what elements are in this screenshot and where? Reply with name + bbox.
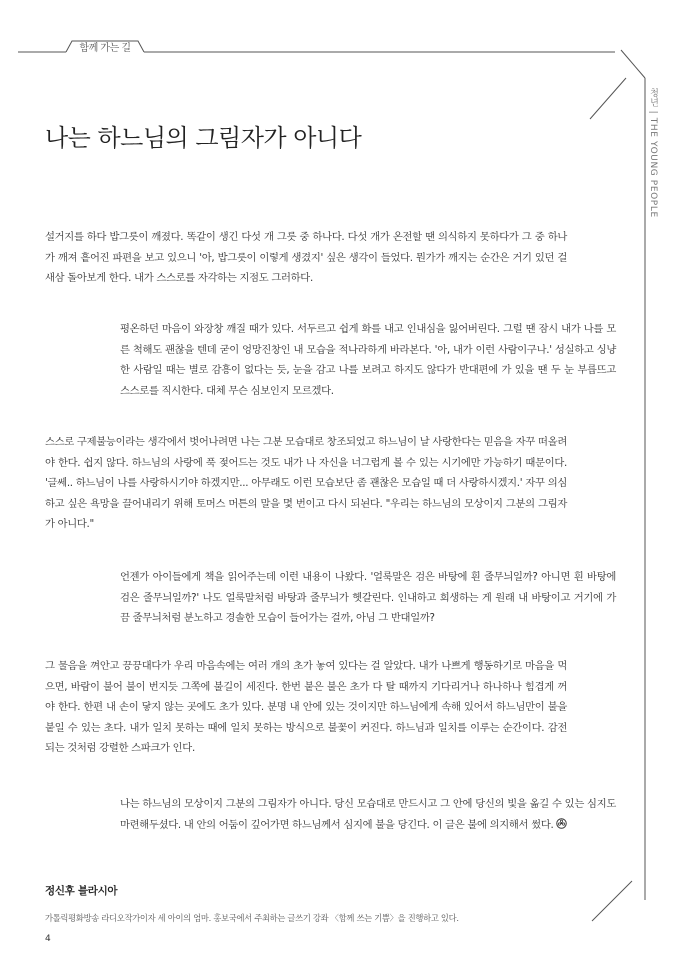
paragraph-3: 스스로 구제불능이라는 생각에서 벗어나려면 나는 그분 모습대로 창조되었고 하느님이 날 사랑한다는 믿음을 자꾸 떠올려야 한다. 쉽지 않다. 하느님의 사랑에 푹 젖어드는 것도 내가 나 자신을 너그럽게 볼 수 있는 시기에만 가능하기 때문이다. '글쎄.. 하느님이 나를 사랑하시기야 하겠지만... 아무래도 이런 모습보단 좀 괜찮은 모습일 때 더 사랑하시겠지.' 자꾸 의심하고 싶은 욕망을 끌어내리기 위해 토머스 머튼의 말을 몇 번이고 다시 되뇐다. "우리는 하느님의 모상이지 그분의 그림자가 아니다."	[45, 436, 567, 531]
author-bio: 가톨릭평화방송 라디오작가이자 세 아이의 엄마. 홍보국에서 주최하는 글쓰기 강좌 〈함께 쓰는 기쁨〉을 진행하고 있다.	[45, 913, 459, 923]
paragraph-6-indented	[120, 794, 616, 835]
paragraph-1: 설거지를 하다 밥그릇이 깨졌다. 똑같이 생긴 다섯 개 그릇 중 하나다. 다섯 개가 온전할 땐 의식하지 못하다가 그 중 하나가 깨져 흩어진 파편을 보고 있으니 '아, 밥그릇이 이렇게 생겼지' 싶은 생각이 들었다. 뭔가가 깨지는 순간은 거기 있던 걸 새삼 돌아보게 한다. 내가 스스로를 자각하는 지점도 그러하다.	[45, 231, 567, 285]
author-name: 정신후 블라시아	[45, 885, 118, 897]
corner-diagonal-bottom	[592, 881, 632, 921]
paragraph-6-text: 나는 하느님의 모상이지 그분의 그림자가 아니다. 당신 모습대로 만드시고 그 안에 당신의 빛을 옮길 수 있는 심지도 마련해두셨다. 내 안의 어둠이 깊어가면 하느님께서 심지에 불을 당긴다. 이 글은 불에 의지해서 썼다.	[120, 798, 616, 831]
section-label: 함께 가는 길	[79, 43, 131, 54]
paragraph-2-indented: 평온하던 마음이 와장창 깨질 때가 있다. 서두르고 쉽게 화를 내고 인내심을 잃어버린다. 그럴 땐 잠시 내가 나를 모른 척해도 괜찮을 텐데 굳이 엉망진창인 내 모습을 적나라하게 바라본다. '아, 내가 이런 사람이구나.' 성실하고 싱냥한 사람일 때는 별로 감흥이 없다는 듯, 눈을 감고 나를 보려고 하지도 않다가 반대편에 가 있을 땐 두 눈 부릅뜨고 스스로를 직시한다. 대체 무슨 심보인지 모르겠다.	[120, 323, 616, 397]
title-diagonal	[590, 78, 626, 119]
paragraph-5: 그 물음을 껴안고 끙끙대다가 우리 마음속에는 여러 개의 초가 놓여 있다는 걸 알았다. 내가 나쁘게 행동하기로 마음을 먹으면, 바람이 불어 불이 번지듯 그쪽에 불길이 세진다. 한번 붙은 불은 초가 다 탈 때까지 기다리거나 하나하나 힘겹게 꺼야 한다. 한편 내 손이 닿지 않는 곳에도 초가 있다. 분명 내 안에 있는 것이지만 하느님에게 속해 있어서 하느님만이 불을 붙일 수 있는 초다. 내가 일치 못하는 때에 일치 못하는 방식으로 불꽃이 커진다. 하느님과 일치를 이루는 순간이다. 감전되는 것처럼 강렬한 스파크가 인다.	[45, 660, 567, 755]
corner-diagonal-top	[621, 50, 645, 78]
end-of-article-flower-icon	[556, 816, 567, 827]
side-category-label: 청년 | THE YOUNG PEOPLE	[648, 88, 658, 218]
article-title: 나는 하느님의 그림자가 아니다	[45, 124, 362, 152]
page-number: 4	[45, 934, 51, 944]
paragraph-4-indented: 언젠가 아이들에게 책을 읽어주는데 이런 내용이 나왔다. '얼룩말은 검은 바탕에 흰 줄무늬일까? 아니면 흰 바탕에 검은 줄무늬일까?' 나도 얼룩말처럼 바탕과 줄무늬가 헷갈린다. 인내하고 희생하는 게 원래 내 바탕이고 거기에 가끔 줄무늬처럼 분노하고 경솔한 모습이 들어가는 걸까, 아님 그 반대일까?	[120, 571, 616, 625]
